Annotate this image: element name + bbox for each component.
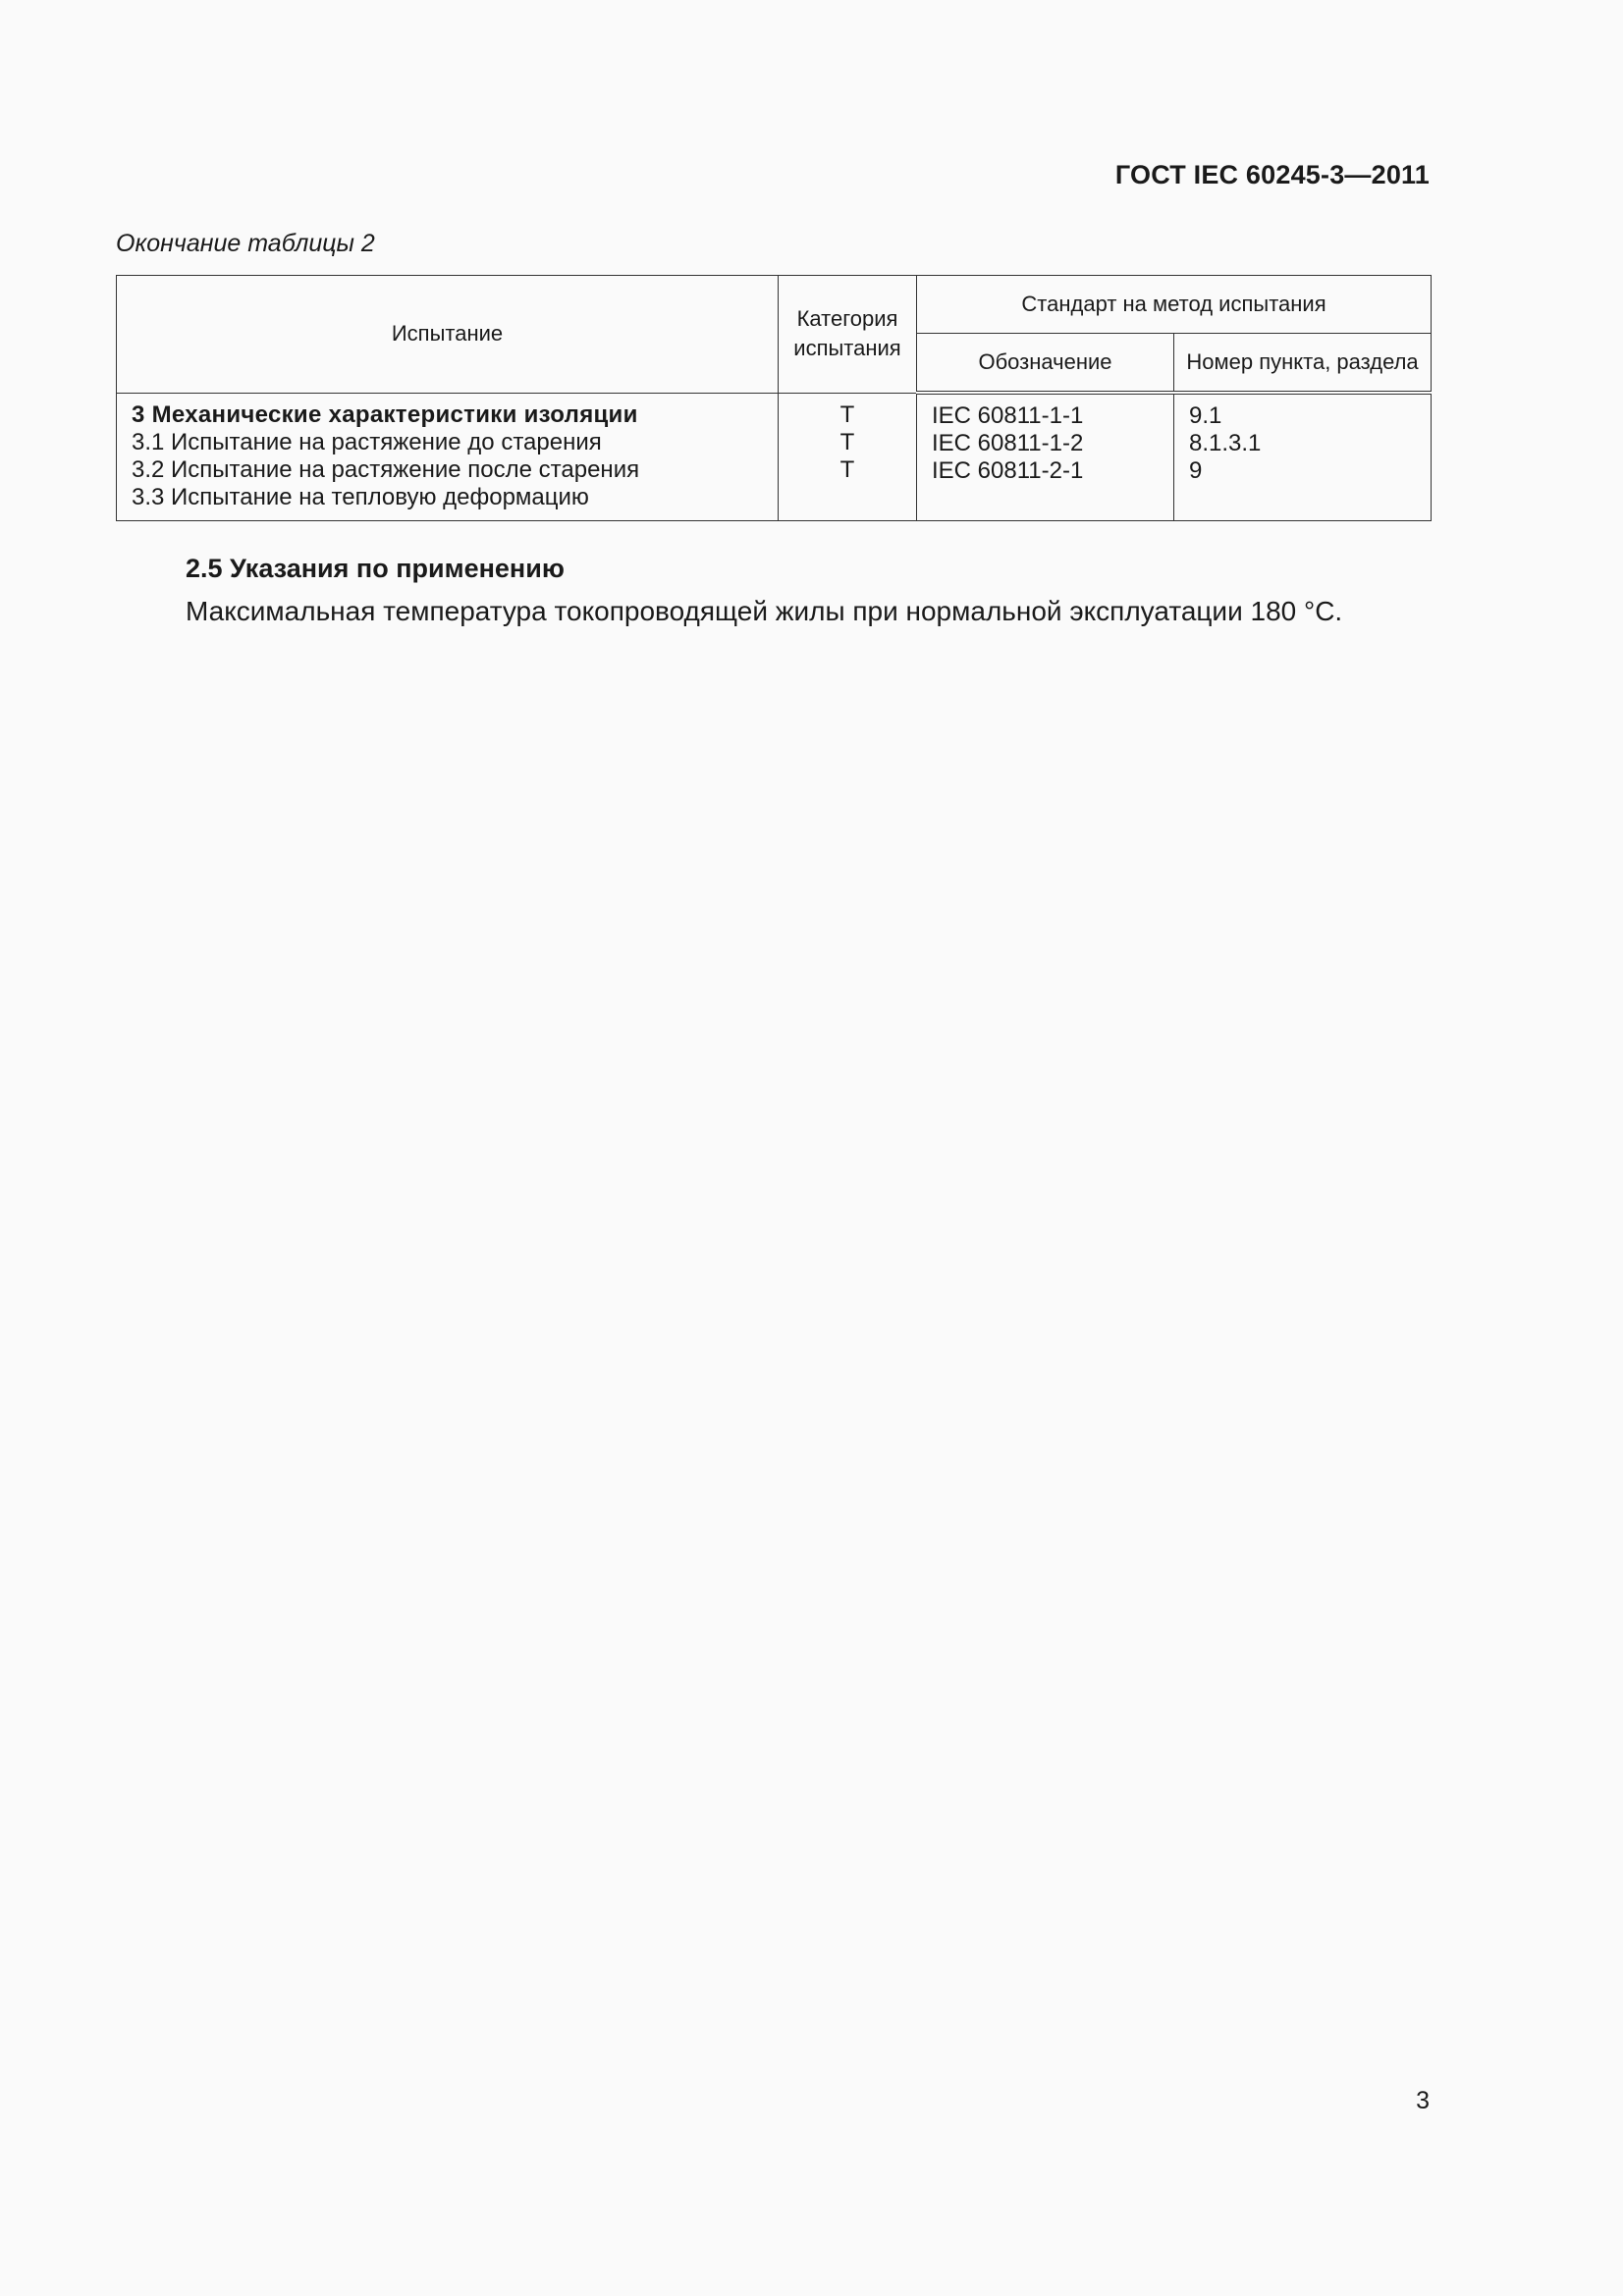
header-category: Категория испытания <box>779 276 917 394</box>
clause-item: 9 <box>1189 457 1203 484</box>
clause-item: 8.1.3.1 <box>1189 430 1262 456</box>
header-standard: Стандарт на метод испытания <box>917 276 1432 334</box>
category-item: Т <box>839 455 855 483</box>
test-item: 3 Механические характеристики изоляции <box>132 400 638 428</box>
header-clause: Номер пункта, раздела <box>1174 334 1432 394</box>
clause-item: 9.1 <box>1189 402 1222 429</box>
test-item: 3.2 Испытание на растяжение после старения <box>132 455 640 483</box>
section-paragraph: Максимальная температура токопроводящей жилы при нормальной эксплуатации 180 °С. <box>186 596 1343 626</box>
clause-cell <box>1174 393 1432 521</box>
table-caption: Окончание таблицы 2 <box>116 230 375 257</box>
document-code: ГОСТ IEC 60245-3—2011 <box>1114 160 1430 189</box>
designation-item: IEC 60811-1-2 <box>932 430 1084 456</box>
test-item: 3.1 Испытание на растяжение до старения <box>132 428 602 455</box>
page-number: 3 <box>1416 2087 1430 2114</box>
header-designation: Обозначение <box>917 334 1174 394</box>
designation-item: IEC 60811-1-1 <box>932 402 1084 429</box>
test-methods-table <box>116 275 1432 521</box>
category-cell <box>779 393 917 521</box>
category-item: Т <box>839 428 855 455</box>
section-heading: 2.5 Указания по применению <box>186 554 565 583</box>
designation-item: IEC 60811-2-1 <box>932 457 1084 484</box>
category-item: Т <box>839 400 855 428</box>
header-test: Испытание <box>117 276 779 394</box>
table-row <box>117 393 1432 521</box>
test-cell <box>117 393 779 521</box>
test-item: 3.3 Испытание на тепловую деформацию <box>132 483 589 510</box>
designation-cell <box>917 393 1174 521</box>
